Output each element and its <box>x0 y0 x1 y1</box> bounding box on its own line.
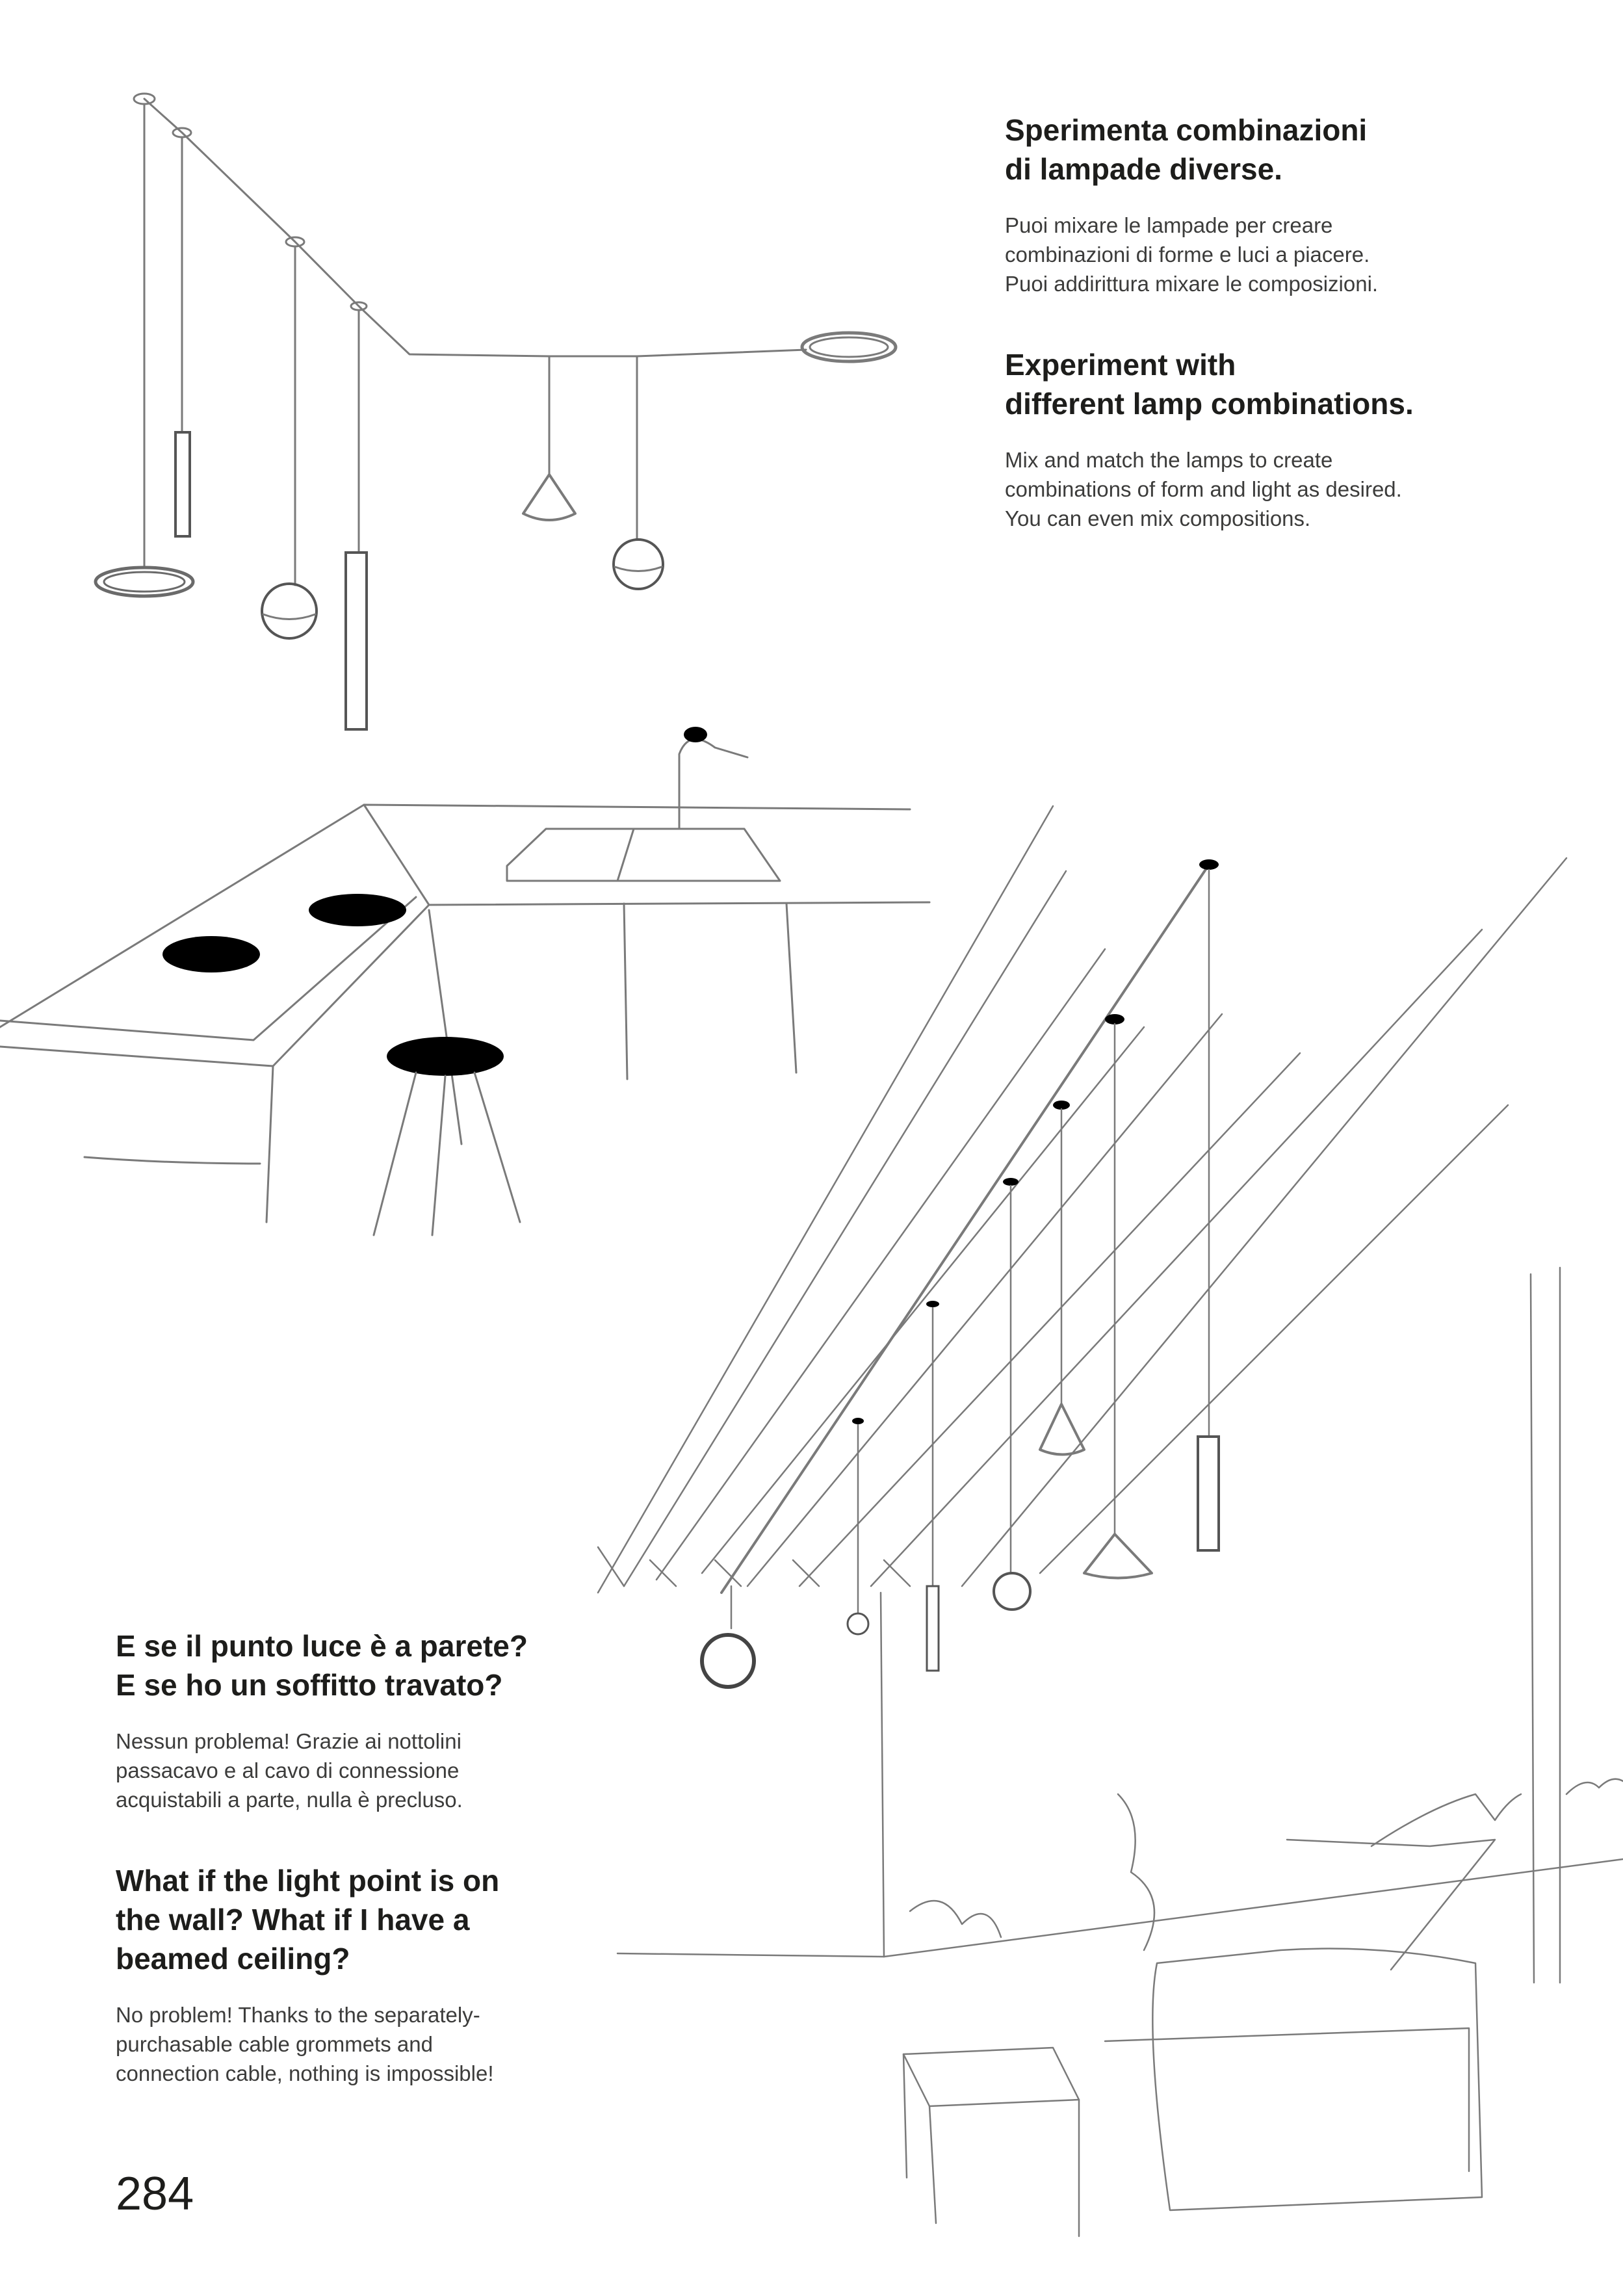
lamp-composition-sketch <box>96 94 896 729</box>
italian-heading-wall-ceiling: E se il punto luce è a parete? E se ho un soffitto travato? <box>116 1629 528 1702</box>
english-heading-combinations: Experiment with different lamp combinations. <box>1005 348 1414 421</box>
beamed-ceiling-sketch <box>598 806 1623 2236</box>
italian-body-wall-ceiling: Nessun problema! Grazie ai nottolini passacavo e al cavo di connessione acquistabili a parte, nulla è precluso. <box>116 1729 463 1812</box>
english-body-combinations: Mix and match the lamps to create combinations of form and light as desired. You can even mix compositions. <box>1005 448 1402 530</box>
italian-body-combinations: Puoi mixare le lampade per creare combinazioni di forme e luci a piacere. Puoi addirittura mixare le composizioni. <box>1005 213 1379 296</box>
italian-heading-combinations: Sperimenta combinazioni di lampade diverse. <box>1005 113 1368 186</box>
bottom-text-block <box>116 1626 701 2088</box>
top-text-block <box>1005 111 1590 533</box>
english-body-wall-ceiling: No problem! Thanks to the separately- purchasable cable grommets and connection cable, nothing is impossible! <box>116 2003 494 2085</box>
kitchen-sketch <box>0 727 929 1235</box>
english-heading-wall-ceiling: What if the light point is on the wall? What if I have a beamed ceiling? <box>116 1864 500 1976</box>
page-number: 284 <box>116 2168 194 2220</box>
